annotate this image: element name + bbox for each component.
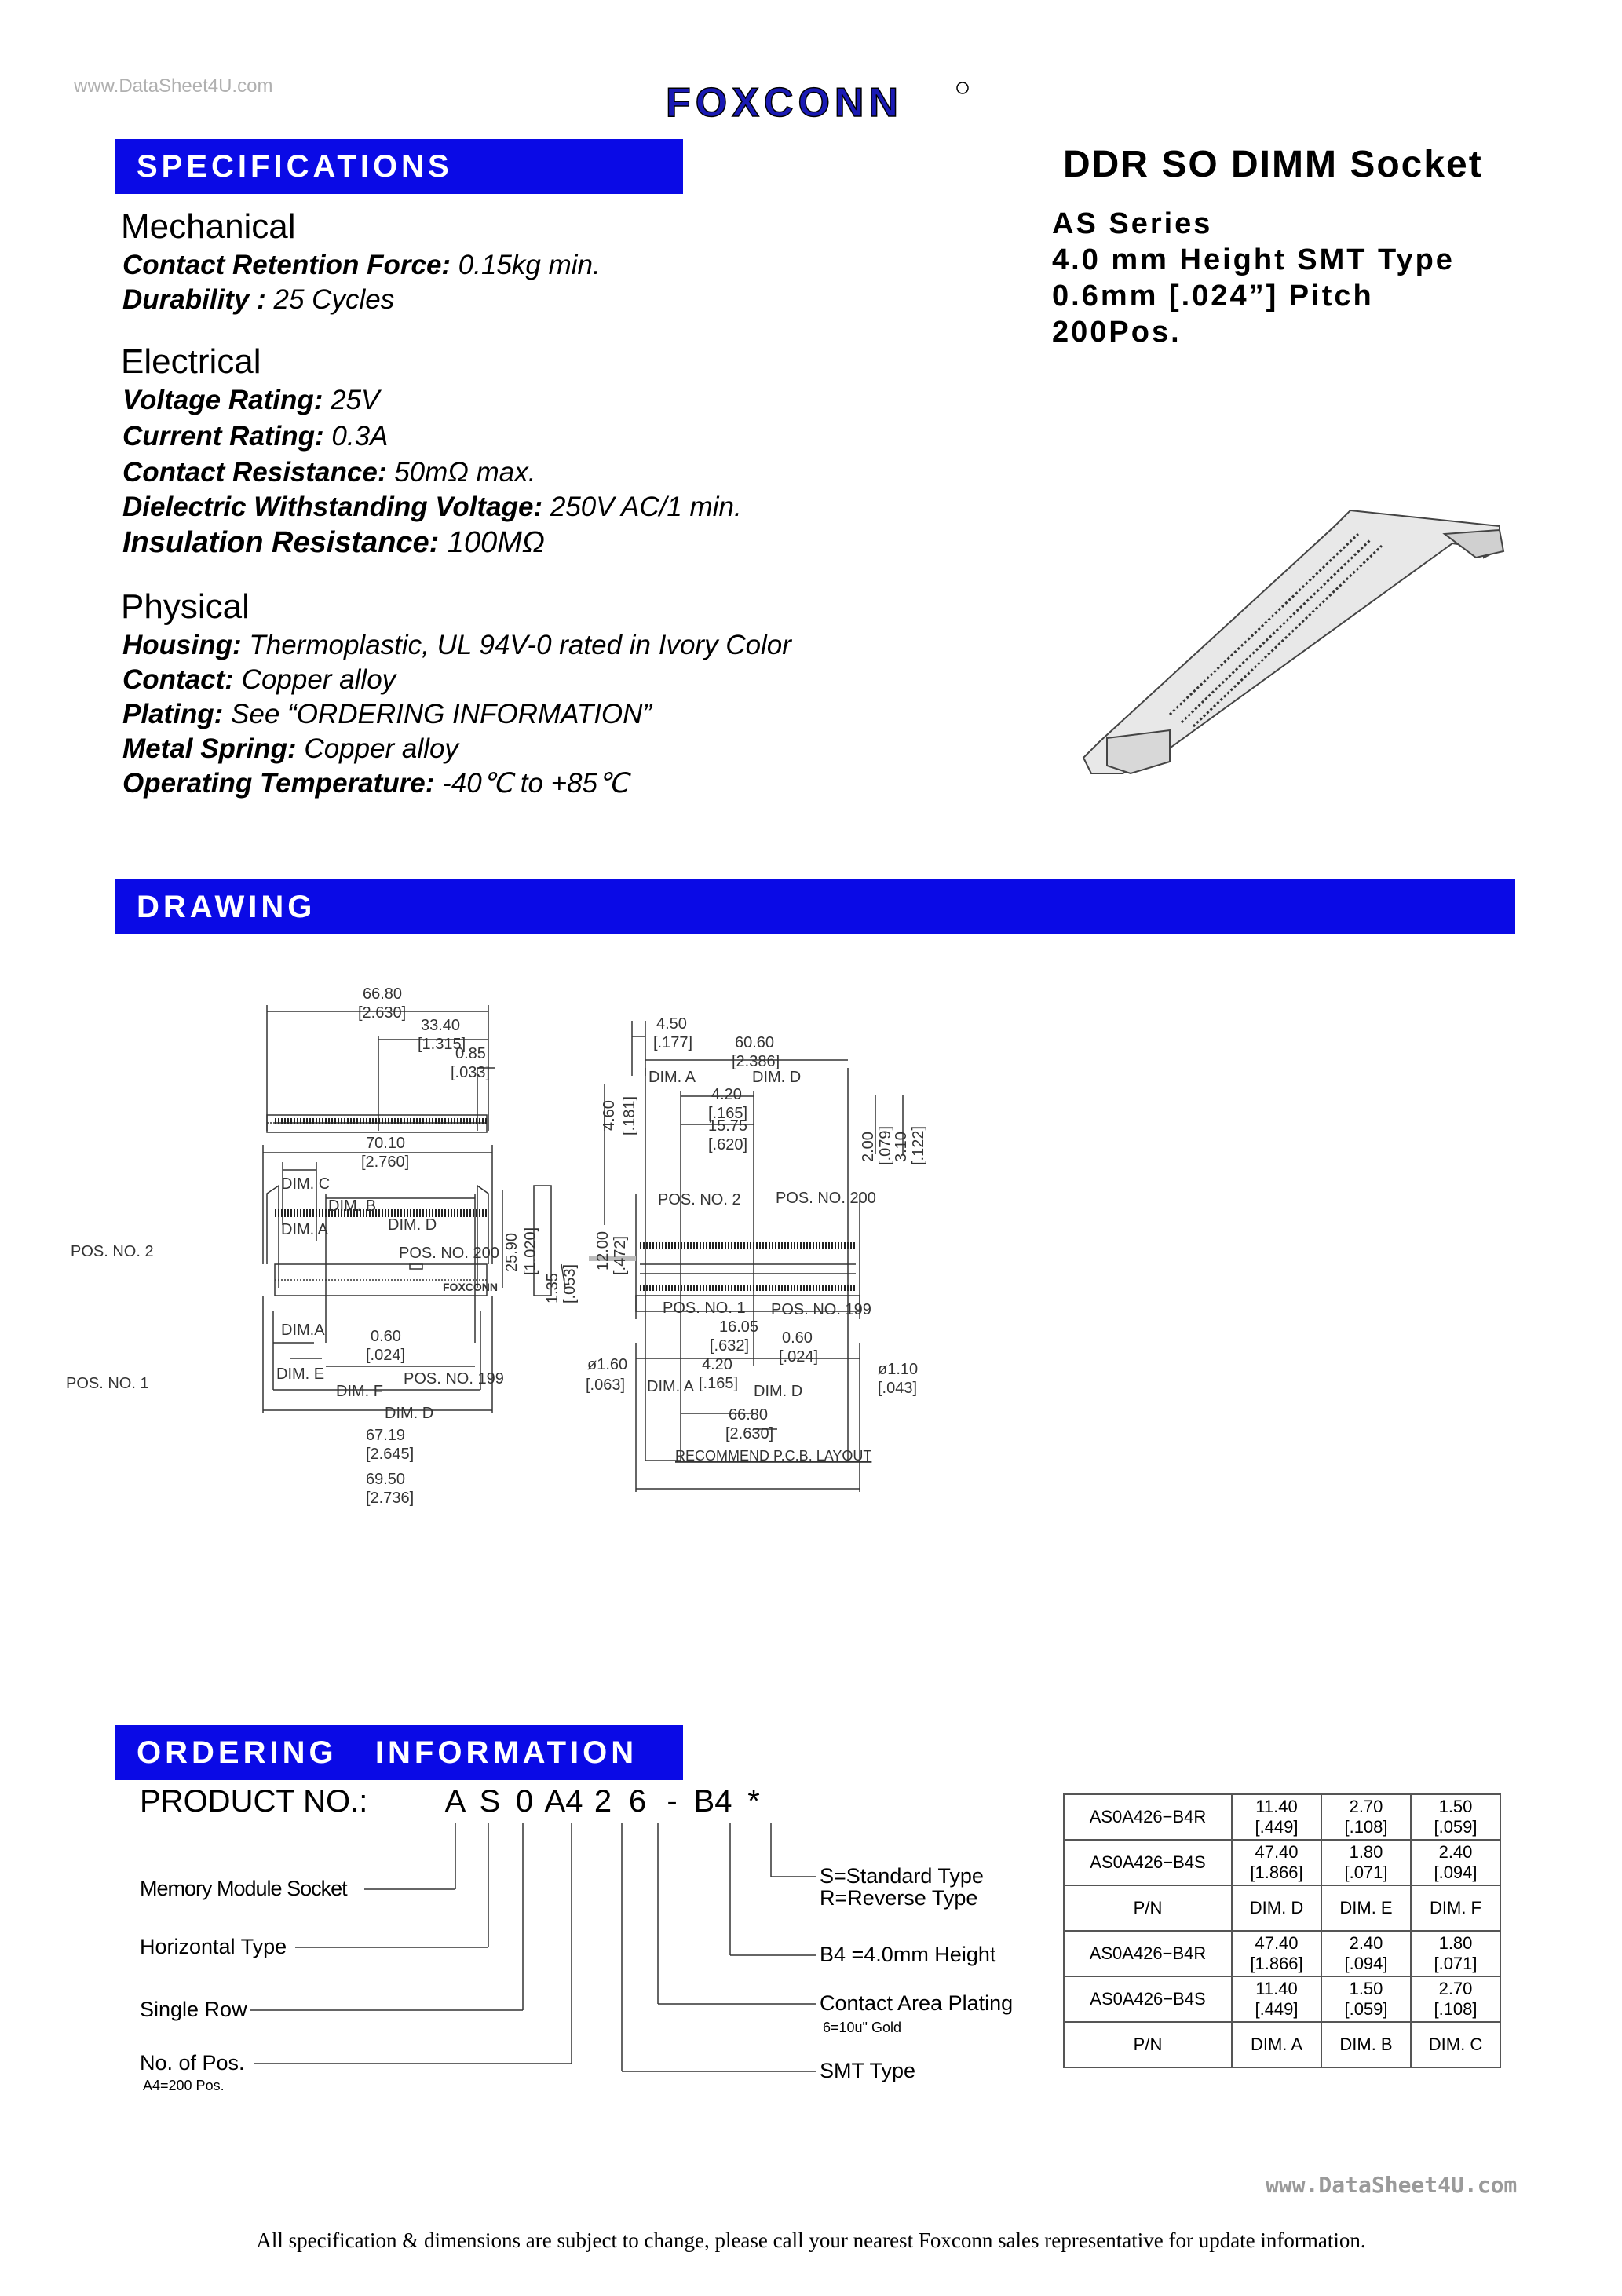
svg-text:DIM. B: DIM. B — [328, 1197, 377, 1215]
spec-line: Housing: Thermoplastic, UL 94V-0 rated in Ivory Color — [122, 630, 791, 660]
spec-line: Metal Spring: Copper alloy — [122, 733, 458, 764]
code-char: 2 — [594, 1784, 612, 1819]
svg-text:[2.630]: [2.630] — [358, 1004, 407, 1022]
pcb-caption: RECOMMEND P.C.B. LAYOUT — [675, 1448, 872, 1464]
svg-text:0.60: 0.60 — [782, 1329, 813, 1347]
svg-text:4.20: 4.20 — [711, 1086, 742, 1103]
svg-text:[.063]: [.063] — [586, 1377, 626, 1394]
dimension-cell: DIM. D — [1232, 1885, 1321, 1931]
svg-text:[.033]: [.033] — [451, 1064, 491, 1081]
code-char: 0 — [515, 1784, 534, 1819]
svg-text:4.20: 4.20 — [702, 1356, 732, 1373]
svg-text:[2.760]: [2.760] — [361, 1153, 410, 1171]
svg-text:15.75: 15.75 — [708, 1117, 748, 1135]
svg-text:DIM.A: DIM.A — [281, 1322, 325, 1339]
dimension-cell: 2.70 [.108] — [1411, 1976, 1500, 2022]
spec-line: Contact Retention Force: 0.15kg min. — [122, 250, 601, 280]
svg-text:25.90: 25.90 — [503, 1232, 521, 1272]
svg-text:[2.736]: [2.736] — [366, 1490, 415, 1507]
dimension-cell: 1.80 [.071] — [1411, 1931, 1500, 1976]
code-char: B4 — [693, 1784, 732, 1819]
spec-line: Contact: Copper alloy — [122, 664, 396, 695]
code-char: A — [444, 1784, 466, 1819]
svg-text:ø1.10: ø1.10 — [878, 1361, 919, 1378]
svg-text:[.177]: [.177] — [653, 1034, 693, 1051]
dimension-cell: DIM. A — [1232, 2022, 1321, 2067]
svg-text:0.60: 0.60 — [371, 1328, 401, 1345]
svg-text:POS. NO. 1: POS. NO. 1 — [66, 1375, 149, 1392]
dimension-cell: 1.50 [.059] — [1321, 1976, 1411, 2022]
dimension-row — [1064, 1885, 1500, 1931]
spec-line: Insulation Resistance: 100MΩ — [122, 526, 545, 559]
series-line: 0.6mm [.024”] Pitch — [1052, 280, 1374, 313]
order-sublabel: 6=10u" Gold — [823, 2020, 901, 2035]
dimension-cell: 47.40 [1.866] — [1232, 1840, 1321, 1885]
dimension-cell: 2.70 [.108] — [1321, 1794, 1411, 1840]
svg-text:[2.645]: [2.645] — [366, 1446, 415, 1463]
code-char: * — [747, 1784, 760, 1819]
svg-text:33.40: 33.40 — [421, 1017, 461, 1034]
svg-text:[2.630]: [2.630] — [725, 1425, 774, 1442]
svg-text:[.165]: [.165] — [708, 1105, 748, 1122]
spec-line: Dielectric Withstanding Voltage: 250V AC/1 min. — [122, 492, 742, 522]
svg-text:[1.020]: [1.020] — [522, 1227, 539, 1275]
svg-text:67.19: 67.19 — [366, 1427, 406, 1444]
svg-text:POS. NO. 200: POS. NO. 200 — [399, 1245, 499, 1262]
svg-text:[.079]: [.079] — [877, 1125, 894, 1165]
svg-text:2.00: 2.00 — [860, 1132, 877, 1162]
svg-text:0.85: 0.85 — [455, 1045, 486, 1062]
dimension-table — [1063, 1793, 1501, 2068]
spec-line: Current Rating: 0.3A — [122, 421, 389, 452]
svg-text:DIM. A: DIM. A — [648, 1069, 696, 1086]
dimension-cell: AS0A426−B4R — [1064, 1931, 1232, 1976]
svg-text:POS. NO. 2: POS. NO. 2 — [71, 1243, 154, 1260]
order-label: S=Standard Type — [820, 1864, 984, 1888]
dimension-cell: P/N — [1064, 1885, 1232, 1931]
svg-text:[2.386]: [2.386] — [732, 1053, 780, 1070]
dimension-cell: DIM. E — [1321, 1885, 1411, 1931]
dimension-cell: DIM. C — [1411, 2022, 1500, 2067]
svg-text:1.35: 1.35 — [544, 1273, 561, 1303]
svg-text:[.181]: [.181] — [621, 1095, 638, 1135]
code-char: S — [479, 1784, 501, 1819]
spec-line: Voltage Rating: 25V — [122, 385, 380, 415]
svg-text:16.05: 16.05 — [719, 1318, 759, 1336]
dimension-cell: DIM. F — [1411, 1885, 1500, 1931]
spec-line: Plating: See “ORDERING INFORMATION” — [122, 699, 652, 729]
dimension-cell: AS0A426−B4S — [1064, 1840, 1232, 1885]
watermark-top: www.DataSheet4U.com — [74, 75, 273, 97]
svg-text:FOXCONN: FOXCONN — [443, 1281, 498, 1293]
svg-text:[.472]: [.472] — [612, 1235, 629, 1275]
dimension-cell: 2.40 [.094] — [1411, 1840, 1500, 1885]
svg-text:60.60: 60.60 — [735, 1034, 775, 1051]
dimension-cell: AS0A426−B4S — [1064, 1976, 1232, 2022]
product-title: DDR SO DIMM Socket — [1063, 144, 1483, 185]
svg-text:DIM. A: DIM. A — [281, 1221, 329, 1238]
order-label: Single Row — [140, 1998, 247, 2021]
svg-text:[.043]: [.043] — [878, 1380, 918, 1397]
svg-text:DIM. D: DIM. D — [388, 1216, 437, 1234]
series-line: 200Pos. — [1052, 316, 1182, 349]
svg-text:66.80: 66.80 — [729, 1406, 769, 1424]
dimension-row — [1064, 2022, 1500, 2067]
spec-line: Durability : 25 Cycles — [122, 284, 395, 315]
dimension-row — [1064, 1840, 1500, 1885]
product-no-label: PRODUCT NO.: — [140, 1784, 368, 1819]
svg-text:DIM. C: DIM. C — [281, 1175, 331, 1193]
code-char: A4 — [544, 1784, 583, 1819]
svg-text:DIM. D: DIM. D — [754, 1383, 803, 1400]
series-line: 4.0 mm Height SMT Type — [1052, 243, 1455, 276]
code-char: 6 — [628, 1784, 647, 1819]
dimension-row — [1064, 1931, 1500, 1976]
order-label: SMT Type — [820, 2059, 916, 2082]
dimension-cell: 11.40 [.449] — [1232, 1794, 1321, 1840]
svg-text:POS. NO. 2: POS. NO. 2 — [658, 1191, 741, 1208]
svg-text:[.024]: [.024] — [779, 1348, 819, 1366]
svg-text:POS. NO. 1: POS. NO. 1 — [663, 1300, 746, 1317]
svg-text:12.00: 12.00 — [594, 1230, 612, 1270]
dimension-row — [1064, 1976, 1500, 2022]
dimension-cell: AS0A426−B4R — [1064, 1794, 1232, 1840]
dimension-cell: 11.40 [.449] — [1232, 1976, 1321, 2022]
electrical-heading: Electrical — [121, 342, 261, 381]
order-label: No. of Pos. — [140, 2051, 245, 2075]
code-char: - — [667, 1784, 678, 1819]
svg-text:70.10: 70.10 — [366, 1135, 406, 1152]
order-sublabel: A4=200 Pos. — [143, 2078, 225, 2093]
svg-text:[.165]: [.165] — [699, 1375, 739, 1392]
dimension-row — [1064, 1794, 1500, 1840]
svg-text:POS. NO. 200: POS. NO. 200 — [776, 1190, 876, 1207]
order-label: Horizontal Type — [140, 1935, 287, 1958]
order-label: Contact Area Plating — [820, 1991, 1014, 2015]
drawing-band: DRAWING — [115, 879, 1515, 934]
svg-text:DIM. D: DIM. D — [752, 1069, 802, 1086]
mechanical-heading: Mechanical — [121, 207, 296, 246]
svg-text:DIM. E: DIM. E — [276, 1366, 325, 1383]
specifications-band: SPECIFICATIONS — [115, 139, 683, 194]
footer-note: All specification & dimensions are subject to change, please call your nearest Foxconn sales representative for update information. — [256, 2228, 1366, 2252]
svg-text:POS. NO. 199: POS. NO. 199 — [404, 1370, 504, 1387]
svg-text:POS. NO. 199: POS. NO. 199 — [771, 1301, 871, 1318]
svg-text:FOXCONN: FOXCONN — [666, 80, 903, 126]
svg-text:DIM. F: DIM. F — [336, 1383, 383, 1400]
spec-line: Contact Resistance: 50mΩ max. — [122, 457, 536, 488]
dimension-cell: 47.40 [1.866] — [1232, 1931, 1321, 1976]
svg-text:[.053]: [.053] — [561, 1263, 579, 1303]
dimension-cell: DIM. B — [1321, 2022, 1411, 2067]
watermark-bottom: www.DataSheet4U.com — [1266, 2172, 1518, 2198]
svg-text:[.122]: [.122] — [910, 1125, 927, 1165]
series-line: AS Series — [1052, 207, 1213, 240]
svg-text:3.10: 3.10 — [893, 1132, 910, 1162]
svg-text:66.80: 66.80 — [363, 985, 403, 1003]
svg-text:DIM. A: DIM. A — [647, 1378, 695, 1395]
order-label: B4 =4.0mm Height — [820, 1943, 996, 1966]
svg-text:[1.315]: [1.315] — [418, 1036, 466, 1053]
ordering-band: ORDERING INFORMATION — [115, 1725, 683, 1780]
svg-text:[.024]: [.024] — [366, 1347, 406, 1364]
spec-line: Operating Temperature: -40℃ to +85℃ — [122, 768, 629, 799]
order-label: Memory Module Socket — [140, 1877, 347, 1900]
physical-heading: Physical — [121, 587, 250, 626]
dimension-cell: 2.40 [.094] — [1321, 1931, 1411, 1976]
svg-text:[.620]: [.620] — [708, 1136, 748, 1153]
dimension-cell: 1.50 [.059] — [1411, 1794, 1500, 1840]
svg-text:[.632]: [.632] — [710, 1337, 750, 1355]
svg-text:4.60: 4.60 — [601, 1100, 618, 1131]
svg-text:4.50: 4.50 — [656, 1015, 687, 1033]
svg-text:69.50: 69.50 — [366, 1471, 406, 1488]
dimension-cell: P/N — [1064, 2022, 1232, 2067]
order-label: R=Reverse Type — [820, 1886, 978, 1910]
svg-text:DIM. D: DIM. D — [385, 1405, 434, 1422]
dimension-cell: 1.80 [.071] — [1321, 1840, 1411, 1885]
svg-text:ø1.60: ø1.60 — [587, 1356, 628, 1373]
